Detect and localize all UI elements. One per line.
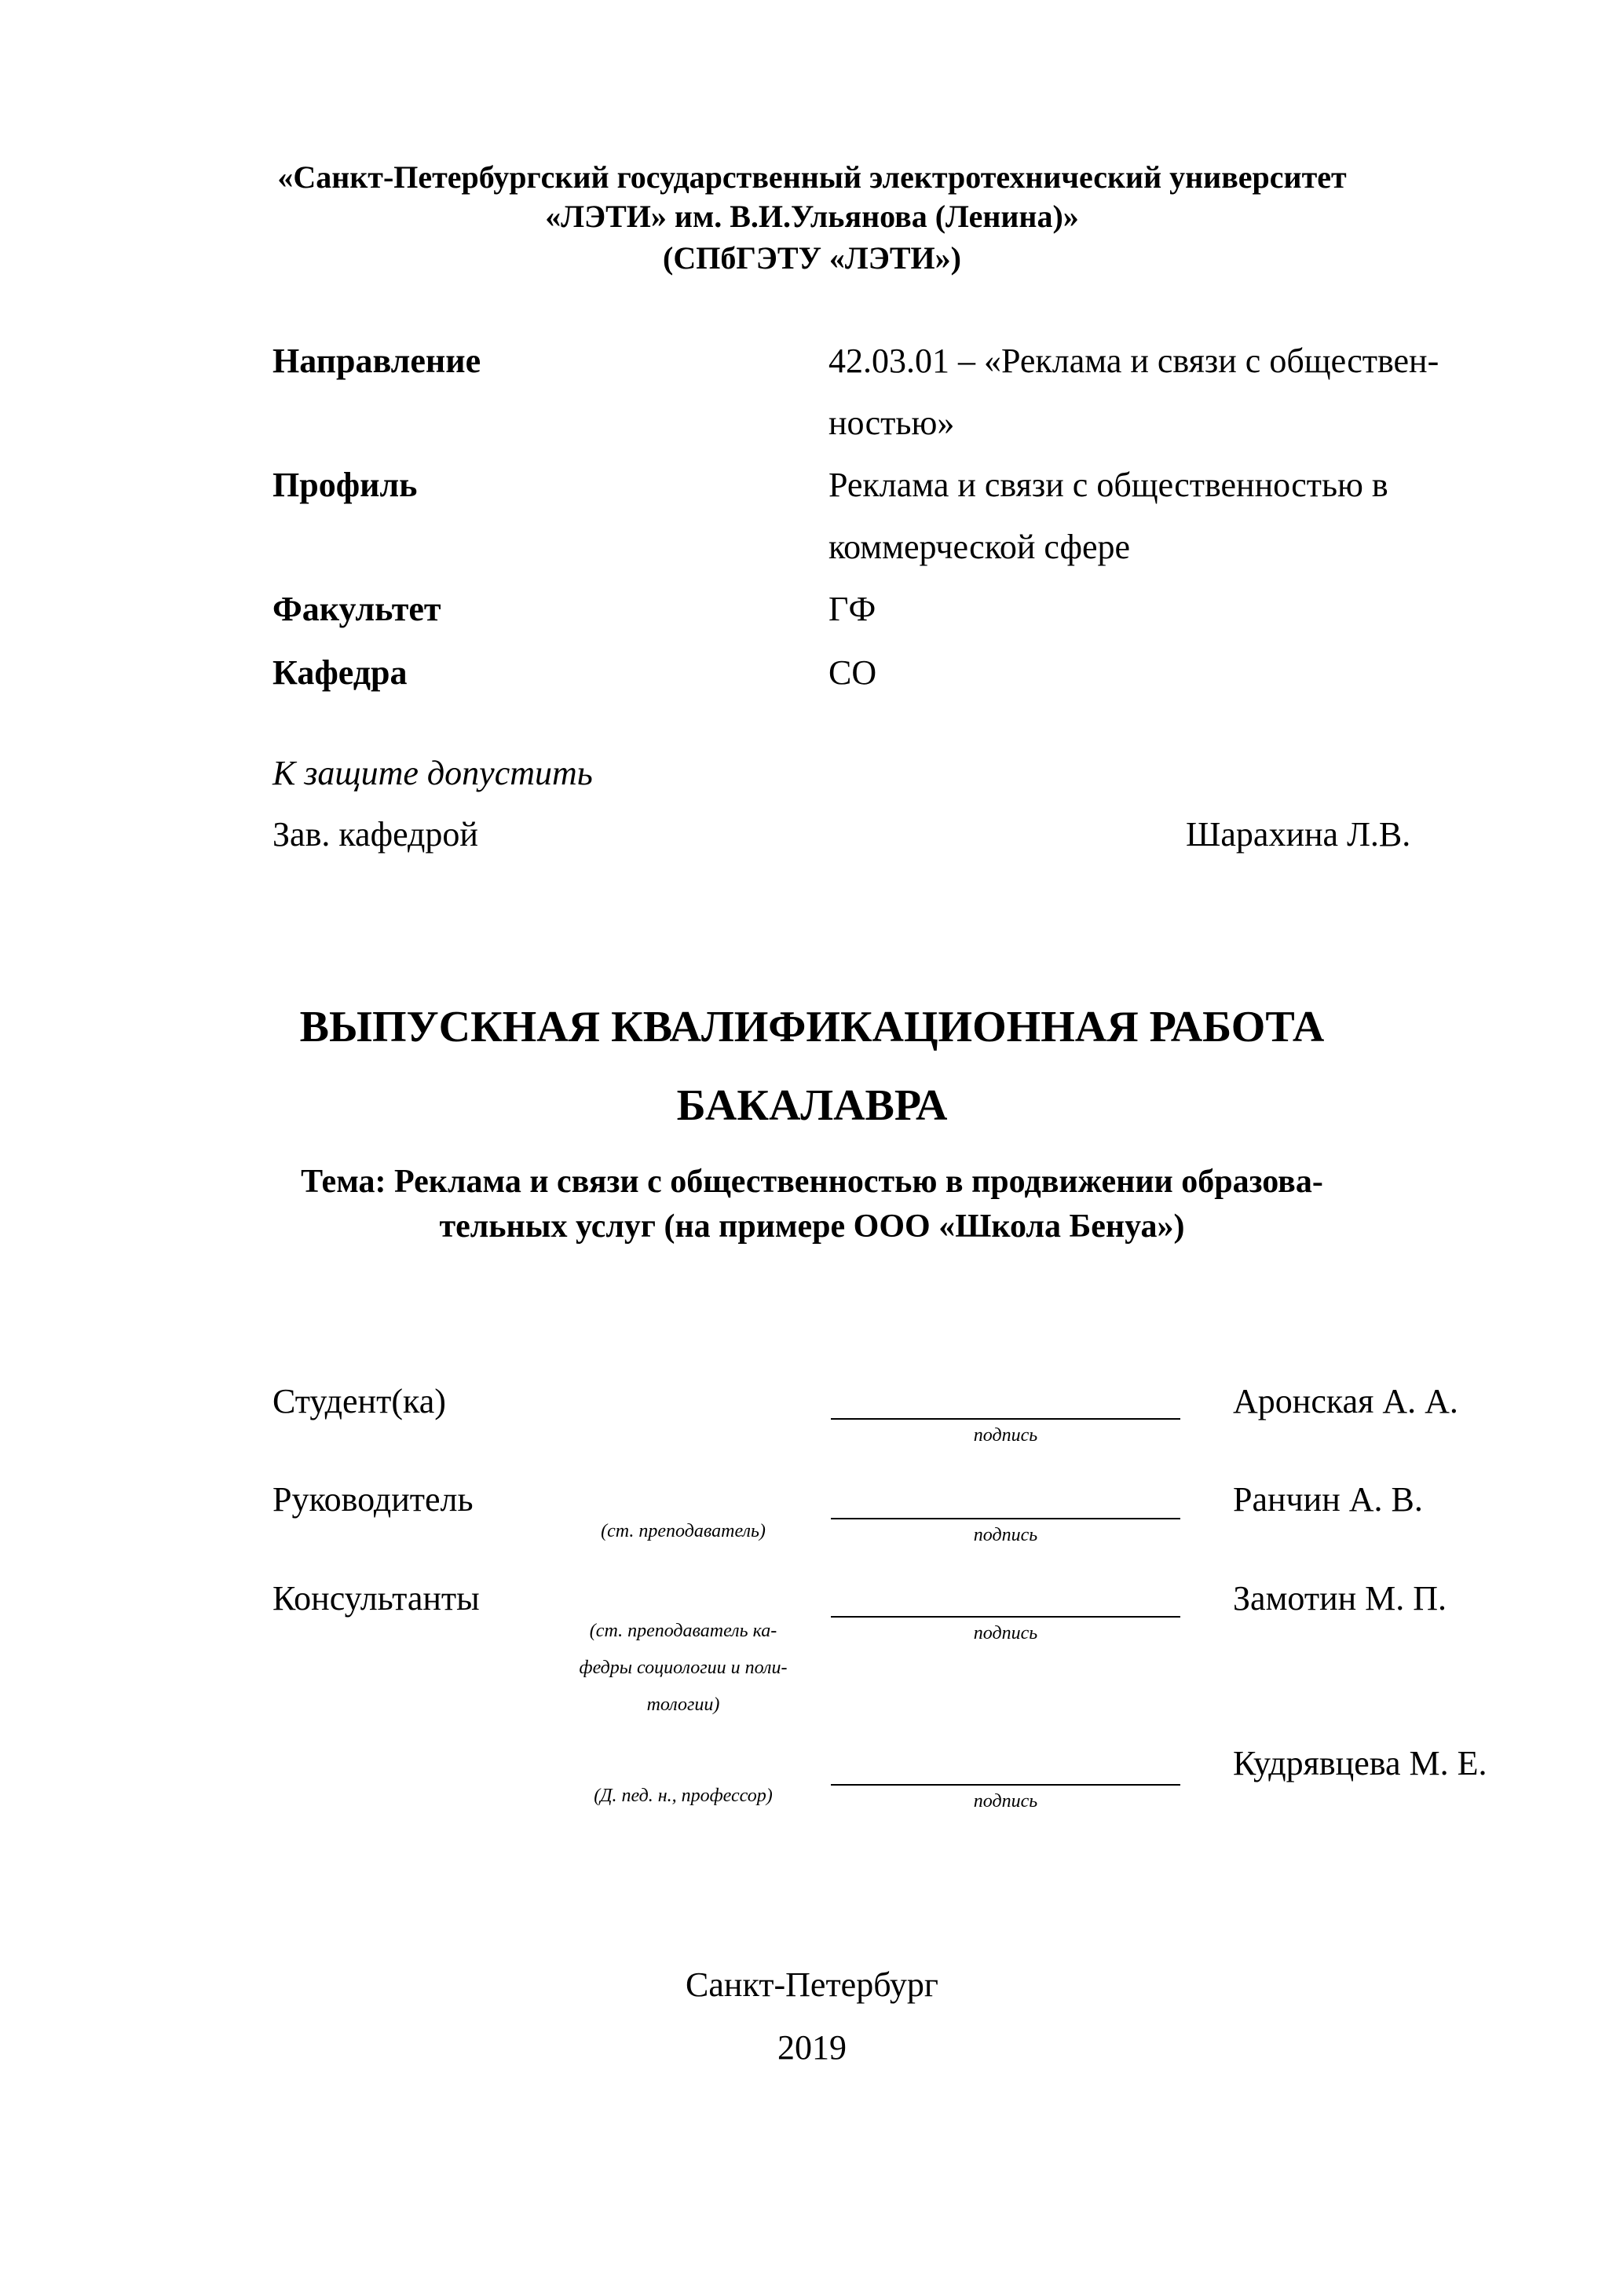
topic-line1: Тема: Реклама и связи с общественностью в продвижении образова- — [301, 1164, 1323, 1200]
university-name-line2: «ЛЭТИ» им. В.И.Ульянова (Ленина)» — [545, 199, 1079, 234]
profile-value-line2: коммерческой сфере — [828, 528, 1131, 566]
university-abbreviation: (СПбГЭТУ «ЛЭТИ») — [663, 240, 961, 276]
supervisor-position: (ст. преподаватель) — [601, 1521, 766, 1541]
department-label: Кафедра — [272, 653, 408, 692]
direction-value-line1: 42.03.01 – «Реклама и связи с обществен- — [828, 342, 1439, 380]
consultant2-signature-caption: подпись — [973, 1791, 1038, 1812]
city: Санкт-Петербург — [686, 1965, 938, 2004]
work-title-line2: БАКАЛАВРА — [676, 1081, 948, 1130]
consultants-role: Консультанты — [272, 1579, 480, 1618]
student-role: Студент(ка) — [272, 1382, 446, 1420]
admit-to-defense: К защите допустить — [272, 754, 593, 792]
consultant1-position-line3: тологии) — [646, 1695, 720, 1715]
student-signature-line — [831, 1418, 1180, 1420]
consultant1-name: Замотин М. П. — [1233, 1579, 1447, 1618]
department-value: СО — [828, 653, 877, 692]
consultant2-name: Кудрявцева М. Е. — [1233, 1744, 1487, 1782]
work-title-line1: ВЫПУСКНАЯ КВАЛИФИКАЦИОННАЯ РАБОТА — [299, 1003, 1325, 1051]
topic-line2: тельных услуг (на примере ООО «Школа Бенуа») — [439, 1208, 1185, 1245]
university-name-line1: «Санкт-Петербургский государственный электротехнический университет — [277, 159, 1347, 195]
supervisor-name: Ранчин А. В. — [1233, 1480, 1423, 1519]
student-name: Аронская А. А. — [1233, 1382, 1458, 1420]
consultant1-signature-line — [831, 1616, 1180, 1618]
supervisor-role: Руководитель — [272, 1480, 474, 1519]
student-signature-caption: подпись — [973, 1425, 1038, 1446]
head-of-department-label: Зав. кафедрой — [272, 815, 478, 854]
consultant2-position: (Д. пед. н., профессор) — [594, 1786, 773, 1806]
consultant1-position-line2: федры социологии и поли- — [579, 1658, 788, 1678]
supervisor-signature-caption: подпись — [973, 1525, 1038, 1545]
direction-label: Направление — [272, 342, 481, 380]
consultant1-position-line1: (ст. преподаватель ка- — [589, 1621, 777, 1641]
head-of-department-name: Шарахина Л.В. — [1186, 815, 1411, 854]
profile-label: Профиль — [272, 466, 418, 504]
faculty-label: Факультет — [272, 590, 441, 628]
profile-value-line1: Реклама и связи с общественностью в — [828, 466, 1388, 504]
consultant1-signature-caption: подпись — [973, 1623, 1038, 1643]
faculty-value: ГФ — [828, 590, 876, 628]
year: 2019 — [777, 2028, 847, 2067]
consultant2-signature-line — [831, 1784, 1180, 1786]
supervisor-signature-line — [831, 1518, 1180, 1519]
direction-value-line2: ностью» — [828, 404, 955, 442]
